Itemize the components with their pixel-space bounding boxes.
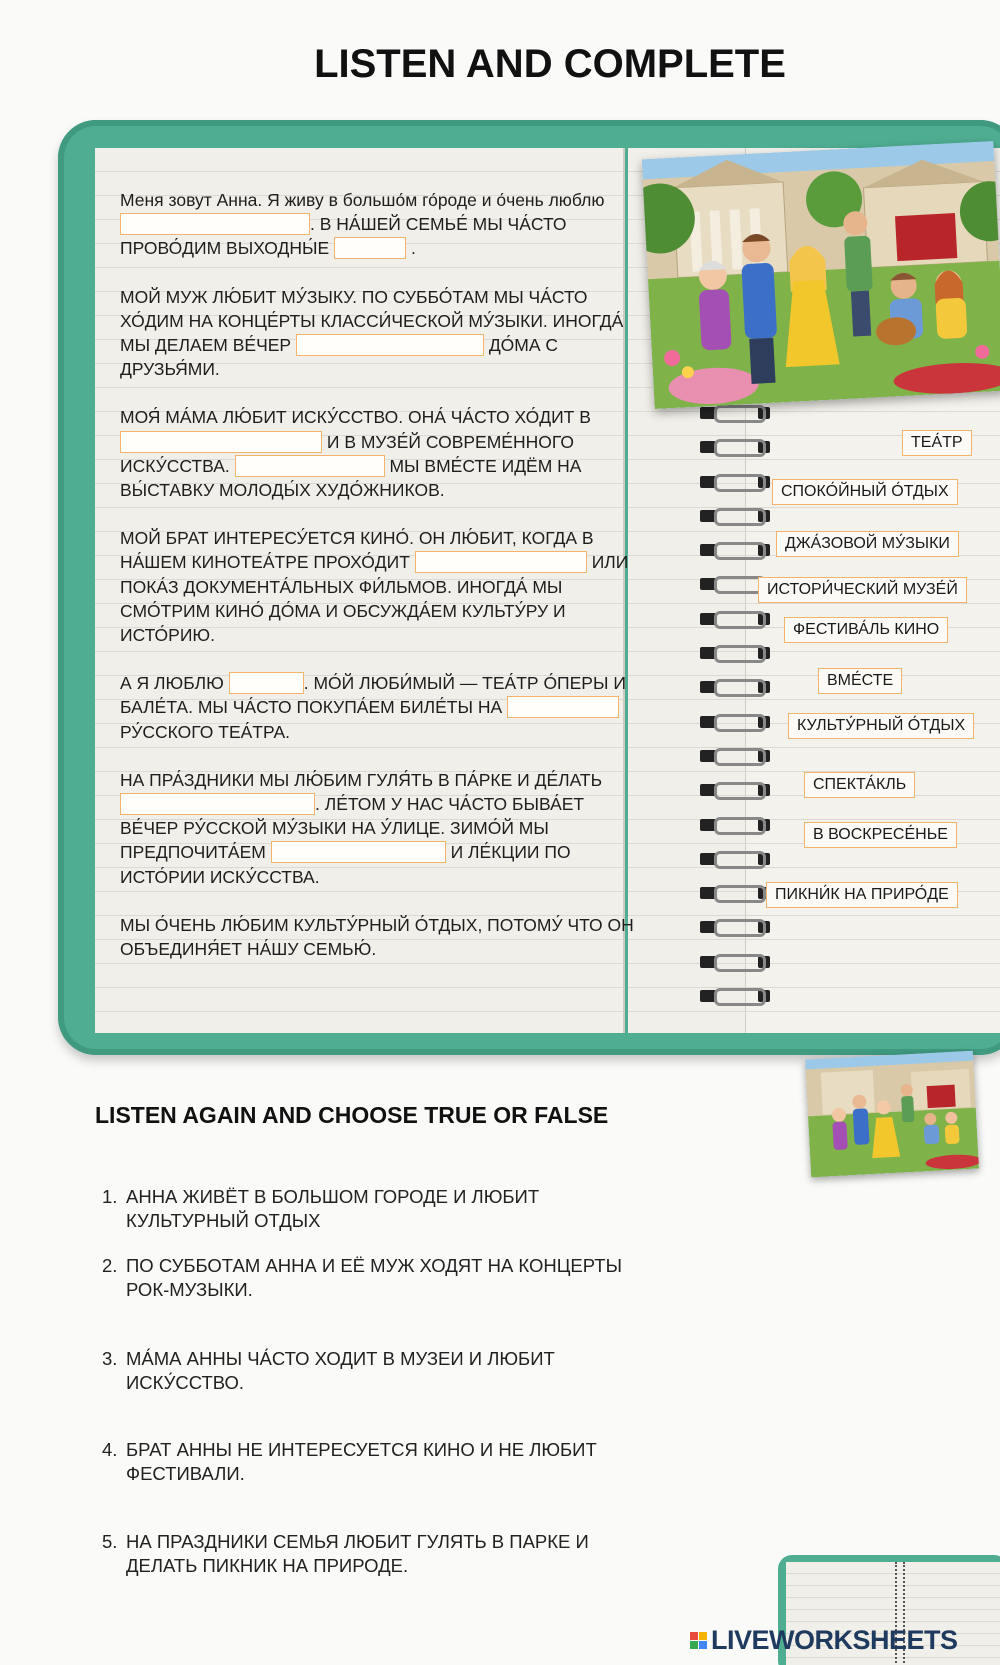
story-paragraph: МЫ О́ЧЕНЬ ЛЮ́БИМ КУЛЬТУ́РНЫЙ О́ТДЫХ, ПОТОМУ́ ЧТО ОН ОБЪЕДИНЯ́ЕТ НА́ШУ СЕМЬЮ́. [120, 914, 634, 960]
item-number: 3. [102, 1348, 118, 1369]
answer-blank[interactable] [120, 793, 315, 815]
story-paragraph [120, 768, 640, 889]
section-title: LISTEN AGAIN AND CHOOSE TRUE OR FALSE [95, 1102, 609, 1128]
word-chip[interactable]: ПИКНИ́К НА ПРИРО́ДЕ [766, 882, 958, 908]
word-chip[interactable]: СПОКО́ЙНЫЙ О́ТДЫХ [772, 479, 958, 505]
item-statement: АННА ЖИВЁТ В БОЛЬШОМ ГОРОДЕ И ЛЮБИТ КУЛЬТУРНЫЙ ОТДЫХ [126, 1186, 540, 1231]
story-paragraph [120, 405, 640, 502]
word-chip[interactable]: ФЕСТИВА́ЛЬ КИНО [784, 617, 948, 643]
story-text: МЫ ВМЕ́СТЕ ИДЁМ НА ВЫ́СТАВКУ МОЛОДЫ́Х ХУДО́ЖНИКОВ. [120, 455, 582, 501]
answer-blank[interactable] [507, 696, 619, 718]
story-text: И ЛЕ́КЦИИ ПО ИСТО́РИИ ИСКУ́ССТВА. [120, 842, 571, 887]
spiral-binding [700, 405, 780, 1022]
item-statement: ПО СУББОТАМ АННА И ЕЁ МУЖ ХОДЯТ НА КОНЦЕРТЫ РОК-МУЗЫКИ. [126, 1255, 622, 1300]
word-chip[interactable]: ТЕА́ТР [902, 430, 972, 456]
story-text: НА ПРА́ЗДНИКИ МЫ ЛЮ́БИМ ГУЛЯ́ТЬ В ПА́РКЕ И ДЕ́ЛАТЬ [120, 769, 603, 790]
logo-square [690, 1641, 698, 1649]
family-illustration-small [805, 1051, 979, 1178]
answer-blank[interactable] [120, 213, 310, 235]
answer-blank[interactable] [229, 672, 304, 694]
story-text: ДО́МА С ДРУЗЬЯ́МИ. [120, 335, 559, 380]
list-item[interactable] [102, 1530, 662, 1578]
story-text [120, 188, 640, 985]
list-item[interactable] [102, 1185, 662, 1233]
story-text: Меня зовут Анна. Я живу в большо́м го́роде и о́чень люблю [120, 190, 605, 210]
story-text: МОЙ БРАТ ИНТЕРЕСУ́ЕТСЯ КИНО́. ОН ЛЮ́БИТ, КОГДА В НА́ШЕМ КИНОТЕА́ТРЕ ПРОХО́ДИТ [120, 528, 594, 573]
story-paragraph [120, 526, 640, 647]
word-chip[interactable]: ИСТОРИ́ЧЕСКИЙ МУЗЕ́Й [758, 577, 967, 603]
item-number: 5. [102, 1531, 118, 1552]
liveworksheets-logo[interactable] [690, 1625, 958, 1656]
word-chip[interactable]: СПЕКТА́КЛЬ [804, 772, 915, 798]
page-title: LISTEN AND COMPLETE [314, 42, 786, 86]
answer-blank[interactable] [120, 431, 322, 453]
story-text: МОЯ́ МА́МА ЛЮ́БИТ ИСКУ́ССТВО. ОНА́ ЧА́СТО ХО́ДИТ В [120, 407, 591, 428]
story-paragraph [120, 188, 640, 261]
family-illustration [642, 141, 1000, 409]
word-chip[interactable]: В ВОСКРЕСЕ́НЬЕ [804, 822, 957, 848]
list-item[interactable] [102, 1438, 662, 1486]
item-statement: БРАТ АННЫ НЕ ИНТЕРЕСУЕТСЯ КИНО И НЕ ЛЮБИТ ФЕСТИВАЛИ. [126, 1439, 597, 1484]
story-text: . МО́Й ЛЮБИ́МЫЙ — ТЕА́ТР О́ПЕРЫ И БАЛЕ́ТА. МЫ ЧА́СТО ПОКУПА́ЕМ БИЛЕ́ТЫ НА [120, 673, 626, 718]
story-text: И В МУЗЕ́Й СОВРЕМЕ́ННОГО ИСКУ́ССТВА. [120, 431, 574, 476]
story-paragraph [120, 671, 640, 744]
story-text: РУ́ССКОГО ТЕА́ТРА. [120, 721, 291, 742]
answer-blank[interactable] [235, 455, 385, 477]
story-text: А Я ЛЮБЛЮ [120, 673, 224, 694]
story-text: . [410, 238, 416, 259]
list-item[interactable] [102, 1254, 662, 1302]
answer-blank[interactable] [415, 551, 587, 573]
answer-blank[interactable] [271, 841, 446, 863]
logo-square [699, 1641, 707, 1649]
story-text: . В НА́ШЕЙ СЕМЬЕ́ МЫ ЧА́СТО ПРОВО́ДИМ ВЫХОДНЫ́Е [120, 214, 567, 259]
word-chip[interactable]: ВМЕ́СТЕ [818, 668, 902, 694]
word-chip[interactable]: КУЛЬТУ́РНЫЙ О́ТДЫХ [788, 713, 974, 739]
word-chip[interactable]: ДЖА́ЗОВОЙ МУ́ЗЫКИ [776, 531, 959, 557]
story-paragraph [120, 285, 640, 382]
item-number: 4. [102, 1439, 118, 1460]
item-number: 1. [102, 1186, 118, 1207]
story-text: ИЛИ ПОКА́З ДОКУМЕНТА́ЛЬНЫХ ФИ́ЛЬМОВ. ИНОГДА́ МЫ СМО́ТРИМ КИНО́ ДО́МА И ОБСУЖДА́ЕМ КУЛЬТУ́РУ И ИСТО́РИЮ. [120, 552, 629, 646]
answer-blank[interactable] [296, 334, 484, 356]
list-item[interactable] [102, 1347, 662, 1395]
item-statement: НА ПРАЗДНИКИ СЕМЬЯ ЛЮБИТ ГУЛЯТЬ В ПАРКЕ И ДЕЛАТЬ ПИКНИК НА ПРИРОДЕ. [126, 1531, 589, 1576]
logo-square [699, 1632, 707, 1640]
story-text: МОЙ МУЖ ЛЮ́БИТ МУ́ЗЫКУ. ПО СУББО́ТАМ МЫ ЧА́СТО ХО́ДИМ НА КОНЦЕ́РТЫ КЛАССИ́ЧЕСКОЙ МУ́ЗЫКИ. ИНОГДА́ МЫ ДЕЛАЕМ ВЕ́ЧЕР [120, 286, 624, 356]
item-statement: МА́МА АННЫ ЧА́СТО ХОДИТ В МУЗЕИ И ЛЮБИТ ИСКУ́ССТВО. [126, 1348, 555, 1393]
answer-blank[interactable] [334, 237, 406, 259]
story-text: . ЛЕ́ТОМ У НАС ЧА́СТО БЫВА́ЕТ ВЕ́ЧЕР РУ́ССКОЙ МУ́ЗЫКИ НА У́ЛИЦЕ. ЗИМО́Й МЫ ПРЕДПОЧИТА́ЕМ [120, 794, 585, 863]
logo-text: LIVEWORKSHEETS [711, 1625, 958, 1655]
logo-square [690, 1632, 698, 1640]
logo-icon [690, 1632, 707, 1649]
item-number: 2. [102, 1255, 118, 1276]
